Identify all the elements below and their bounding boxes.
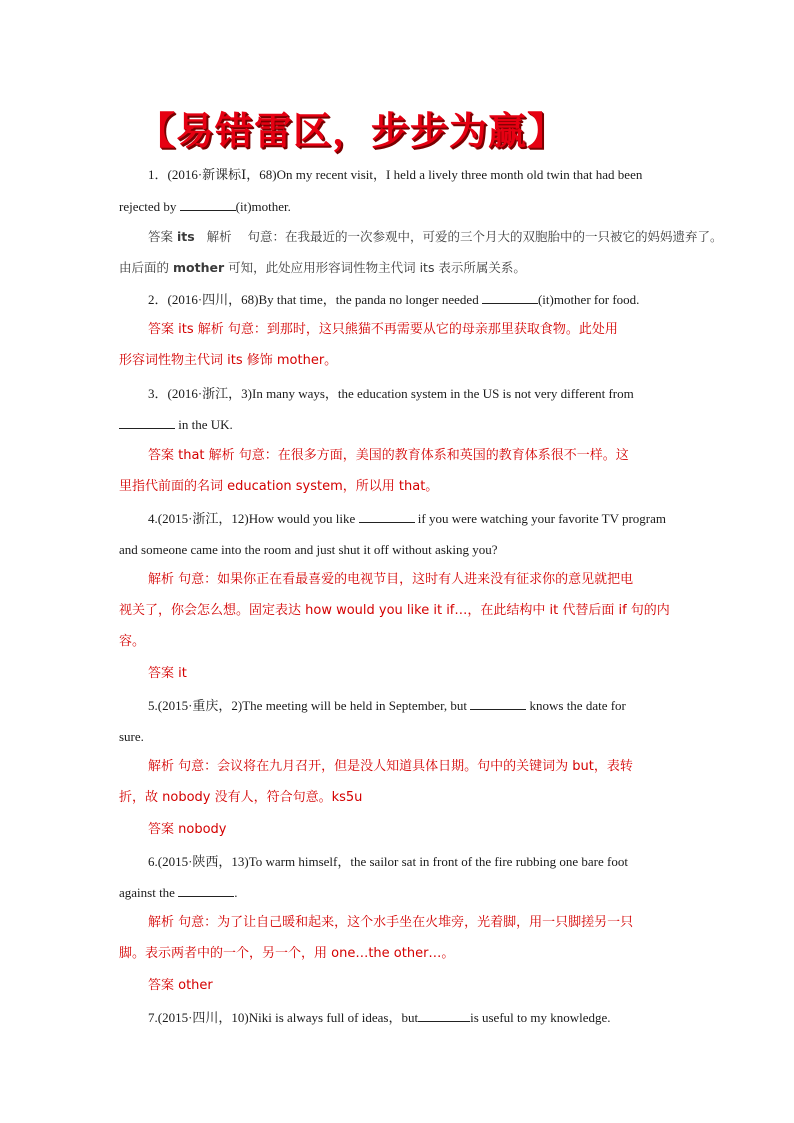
analysis-label: 解析 — [206, 229, 232, 244]
question-5-answer-line-2: 折，故 nobody 没有人，符合句意。ks5u — [119, 790, 363, 805]
section-banner: 【易错雷区，步步为赢】 — [137, 109, 567, 153]
question-6-line-2 — [119, 883, 237, 903]
question-1-text-pre: rejected by — [119, 199, 180, 214]
question-4-answer: 答案 it — [148, 666, 187, 681]
question-3-line-1: 3．(2016·浙江，3)In many ways，the education system in the US is not very different from — [148, 386, 634, 401]
question-6-text-post: . — [234, 885, 238, 900]
question-4-line-2: and someone came into the room and just shut it off without asking you? — [119, 542, 498, 557]
answer-blank — [418, 1009, 470, 1022]
question-3-line-2 — [119, 415, 233, 435]
question-5-line-1 — [148, 696, 626, 716]
question-6-answer-line-2: 脚。表示两者中的一个，另一个，用 one…the other…。 — [119, 946, 455, 961]
question-4-answer-line-1: 解析 句意：如果你正在看最喜爱的电视节目，这时有人进来没有征求你的意见就把电 — [148, 572, 634, 587]
question-1-line-1: 1．(2016·新课标Ⅰ，68)On my recent visit，I held a lively three month old twin that had been — [148, 167, 643, 182]
answer-label: 答案 — [148, 229, 174, 244]
question-5-text-post: knows the date for — [526, 698, 626, 713]
question-4-answer-line-3: 容。 — [119, 634, 146, 649]
question-5-text-pre: 5.(2015·重庆，2)The meeting will be held in September, but — [148, 698, 471, 713]
question-4-text-pre: 4.(2015·浙江，12)How would you like — [148, 511, 359, 526]
question-3-answer-line-2: 里指代前面的名词 education system，所以用 that。 — [119, 479, 439, 494]
question-4-line-1 — [148, 509, 666, 529]
analysis-text-post: 可知，此处应用形容词性物主代词 its 表示所属关系。 — [224, 260, 526, 275]
question-2-line-1 — [148, 290, 639, 310]
question-6-text-pre: against the — [119, 885, 179, 900]
answer-blank — [470, 697, 526, 710]
answer-value: its — [177, 229, 195, 244]
question-7-text-pre: 7.(2015·四川，10)Niki is always full of ideas，but — [148, 1010, 419, 1025]
question-6-answer: 答案 other — [148, 978, 213, 993]
analysis-keyword: mother — [172, 260, 225, 275]
answer-blank — [119, 416, 175, 429]
question-2-text-post: (it)mother for food. — [537, 292, 640, 307]
question-4-text-post: if you were watching your favorite TV program — [414, 511, 667, 526]
question-1-text-post: (it)mother. — [235, 199, 291, 214]
question-2-answer-line-1: 答案 its 解析 句意：到那时，这只熊猫不再需要从它的母亲那里获取食物。此处用 — [148, 322, 618, 337]
answer-blank — [180, 198, 236, 211]
question-1-answer-line-2 — [119, 258, 526, 278]
question-1-line-2 — [119, 197, 291, 217]
question-3-text-post: in the UK. — [175, 417, 233, 432]
question-5-answer-line-1: 解析 句意：会议将在九月召开，但是没人知道具体日期。句中的关键词为 but，表转 — [148, 759, 633, 774]
question-6-line-1: 6.(2015·陕西，13)To warm himself，the sailor sat in front of the fire rubbing one bare foot — [148, 854, 628, 869]
analysis-text-pre: 由后面的 — [119, 260, 173, 275]
question-3-answer-line-1: 答案 that 解析 句意：在很多方面，美国的教育体系和英国的教育体系很不一样。这 — [148, 448, 629, 463]
question-6-answer-line-1: 解析 句意：为了让自己暖和起来，这个水手坐在火堆旁，光着脚，用一只脚搓另一只 — [148, 915, 634, 930]
answer-blank — [359, 510, 415, 523]
question-1-answer-line-1 — [148, 227, 723, 247]
answer-blank — [178, 884, 234, 897]
question-7-text-post: is useful to my knowledge. — [470, 1010, 611, 1025]
question-4-answer-line-2: 视关了，你会怎么想。固定表达 how would you like it if…，在此结构中 it 代替后面 if 句的内 — [119, 603, 670, 618]
question-2-answer-line-2: 形容词性物主代词 its 修饰 mother。 — [119, 353, 338, 368]
analysis-text: 句意：在我最近的一次参观中，可爱的三个月大的双胞胎中的一只被它的妈妈遗弃了。 — [247, 229, 723, 244]
question-7-line-1 — [148, 1008, 611, 1028]
answer-blank — [482, 291, 538, 304]
question-2-text-pre: 2．(2016·四川，68)By that time，the panda no longer needed — [148, 292, 482, 307]
question-5-line-2: sure. — [119, 729, 144, 744]
question-5-answer: 答案 nobody — [148, 822, 227, 837]
